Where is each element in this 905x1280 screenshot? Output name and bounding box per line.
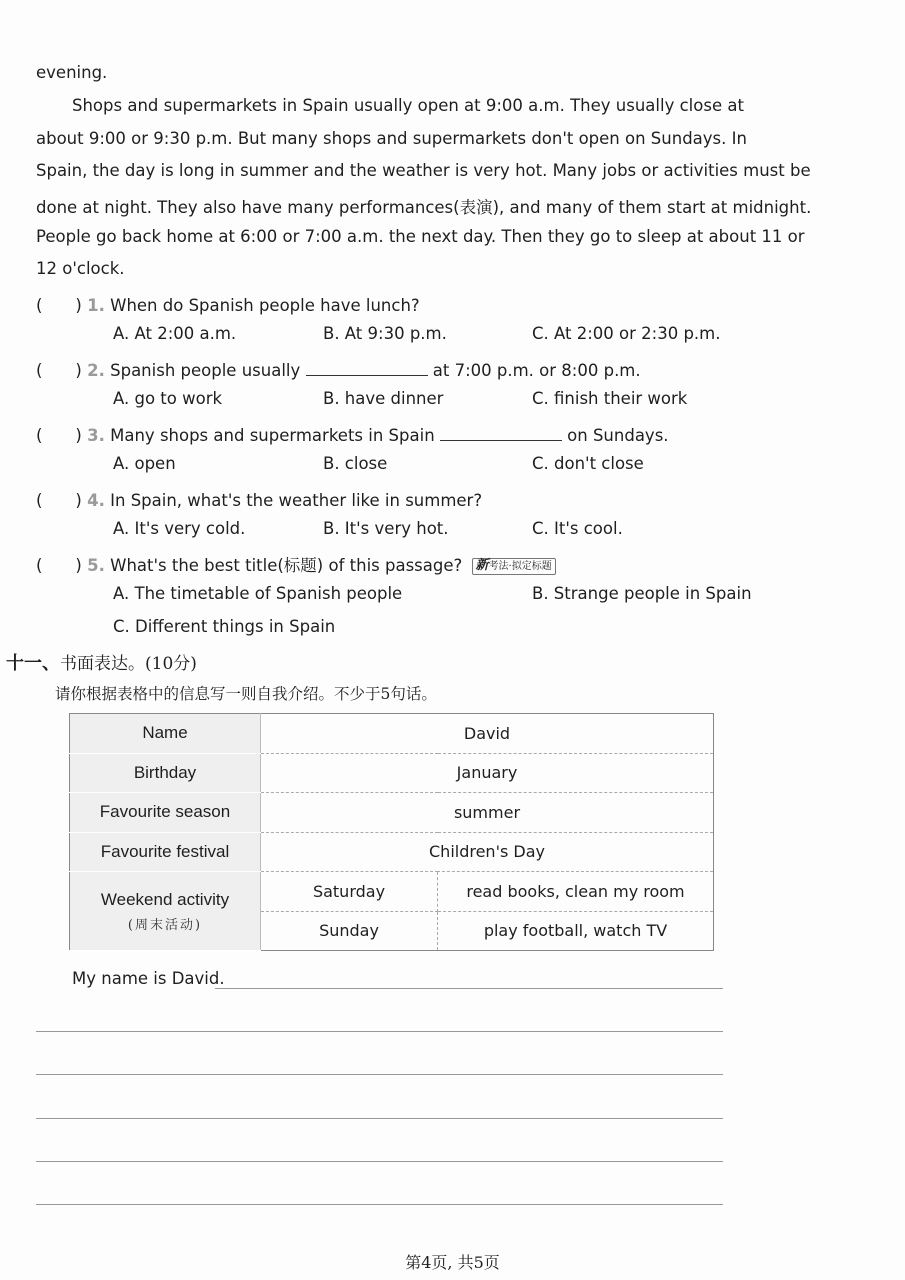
passage-line: about 9:00 or 9:30 p.m. But many shops and supermarkets don't open on Sundays. In xyxy=(36,129,747,148)
section-heading xyxy=(6,649,197,675)
question-number: 3. xyxy=(87,426,105,445)
weekend-label-cn: (周末活动) xyxy=(127,917,203,933)
option-c: C. It's cool. xyxy=(532,519,623,538)
writing-line[interactable] xyxy=(36,1161,723,1162)
name-value: David xyxy=(261,714,714,754)
new-question-type-badge xyxy=(472,558,556,575)
passage-line: 12 o'clock. xyxy=(36,259,125,278)
writing-line[interactable] xyxy=(36,1204,723,1205)
option-a: A. go to work xyxy=(113,389,223,408)
option-c: C. don't close xyxy=(532,454,644,473)
question-text: Many shops and supermarkets in Spain xyxy=(110,426,435,445)
saturday-label: Saturday xyxy=(261,872,438,912)
answer-paren[interactable]: ( ) xyxy=(36,361,82,380)
badge-new-char: 新 xyxy=(475,558,489,573)
option-a: A. It's very cold. xyxy=(113,519,246,538)
question-text: In Spain, what's the weather like in summer? xyxy=(110,491,483,510)
name-label: Name xyxy=(70,714,261,754)
table-row xyxy=(70,793,714,833)
option-b: B. have dinner xyxy=(323,389,444,408)
passage-line: Shops and supermarkets in Spain usually open at 9:00 a.m. They usually close at xyxy=(72,96,744,115)
table-row xyxy=(70,832,714,872)
question-number: 4. xyxy=(87,491,105,510)
option-b: B. close xyxy=(323,454,388,473)
section-instruction: 请你根据表格中的信息写一则自我介绍。不少于5句话。 xyxy=(55,685,437,703)
weekend-label: Weekend activity xyxy=(100,889,230,909)
festival-label: Favourite festival xyxy=(70,832,261,872)
answer-blank[interactable] xyxy=(306,375,428,376)
question-5 xyxy=(36,552,556,576)
passage-line: People go back home at 6:00 or 7:00 a.m. the next day. Then they go to sleep at about 11 or xyxy=(36,227,805,246)
saturday-value: read books, clean my room xyxy=(438,872,714,912)
birthday-value: January xyxy=(261,753,714,793)
question-text: What's the best title(标题) of this passage? xyxy=(110,556,463,575)
writing-line[interactable] xyxy=(36,1031,723,1032)
badge-text: 考法·拟定标题 xyxy=(488,561,552,572)
answer-paren[interactable]: ( ) xyxy=(36,296,82,315)
answer-paren[interactable]: ( ) xyxy=(36,426,82,445)
answer-paren[interactable]: ( ) xyxy=(36,491,82,510)
question-text: on Sundays. xyxy=(567,426,669,445)
question-text: When do Spanish people have lunch? xyxy=(110,296,420,315)
option-a: A. At 2:00 a.m. xyxy=(113,324,237,343)
question-text: at 7:00 p.m. or 8:00 p.m. xyxy=(432,361,641,380)
writing-line[interactable] xyxy=(36,1118,723,1119)
option-b: B. It's very hot. xyxy=(323,519,449,538)
passage-line: done at night. They also have many performances(表演), and many of them start at midnight. xyxy=(36,198,812,217)
info-table xyxy=(69,713,714,951)
table-row xyxy=(70,714,714,754)
section-number: 十一、 xyxy=(6,653,60,674)
page-number: 第4页, 共5页 xyxy=(405,1253,500,1272)
writing-starter: My name is David. xyxy=(72,969,225,988)
question-text: Spanish people usually xyxy=(110,361,301,380)
question-4 xyxy=(36,487,482,511)
option-c: C. finish their work xyxy=(532,389,688,408)
question-3 xyxy=(36,422,669,446)
question-number: 1. xyxy=(87,296,105,315)
section-title: 书面表达。(10分) xyxy=(60,654,197,674)
sunday-label: Sunday xyxy=(261,911,438,951)
weekend-label-cell xyxy=(70,872,261,951)
answer-paren[interactable]: ( ) xyxy=(36,556,82,575)
passage-line: Spain, the day is long in summer and the weather is very hot. Many jobs or activities must be xyxy=(36,161,811,180)
question-2 xyxy=(36,357,641,381)
option-b: B. Strange people in Spain xyxy=(532,584,752,603)
season-value: summer xyxy=(261,793,714,833)
option-c: C. At 2:00 or 2:30 p.m. xyxy=(532,324,721,343)
option-a: A. The timetable of Spanish people xyxy=(113,584,403,603)
writing-line[interactable] xyxy=(36,1074,723,1075)
festival-value: Children's Day xyxy=(261,832,714,872)
birthday-label: Birthday xyxy=(70,753,261,793)
answer-blank[interactable] xyxy=(440,440,562,441)
passage-line: evening. xyxy=(36,63,108,82)
season-label: Favourite season xyxy=(70,793,261,833)
writing-line[interactable] xyxy=(215,988,723,989)
sunday-value: play football, watch TV xyxy=(483,921,668,941)
question-number: 2. xyxy=(87,361,105,380)
table-row xyxy=(70,872,714,912)
question-number: 5. xyxy=(87,556,105,575)
option-c: C. Different things in Spain xyxy=(113,617,336,636)
question-1 xyxy=(36,292,420,316)
option-a: A. open xyxy=(113,454,176,473)
table-row xyxy=(70,753,714,793)
option-b: B. At 9:30 p.m. xyxy=(323,324,447,343)
